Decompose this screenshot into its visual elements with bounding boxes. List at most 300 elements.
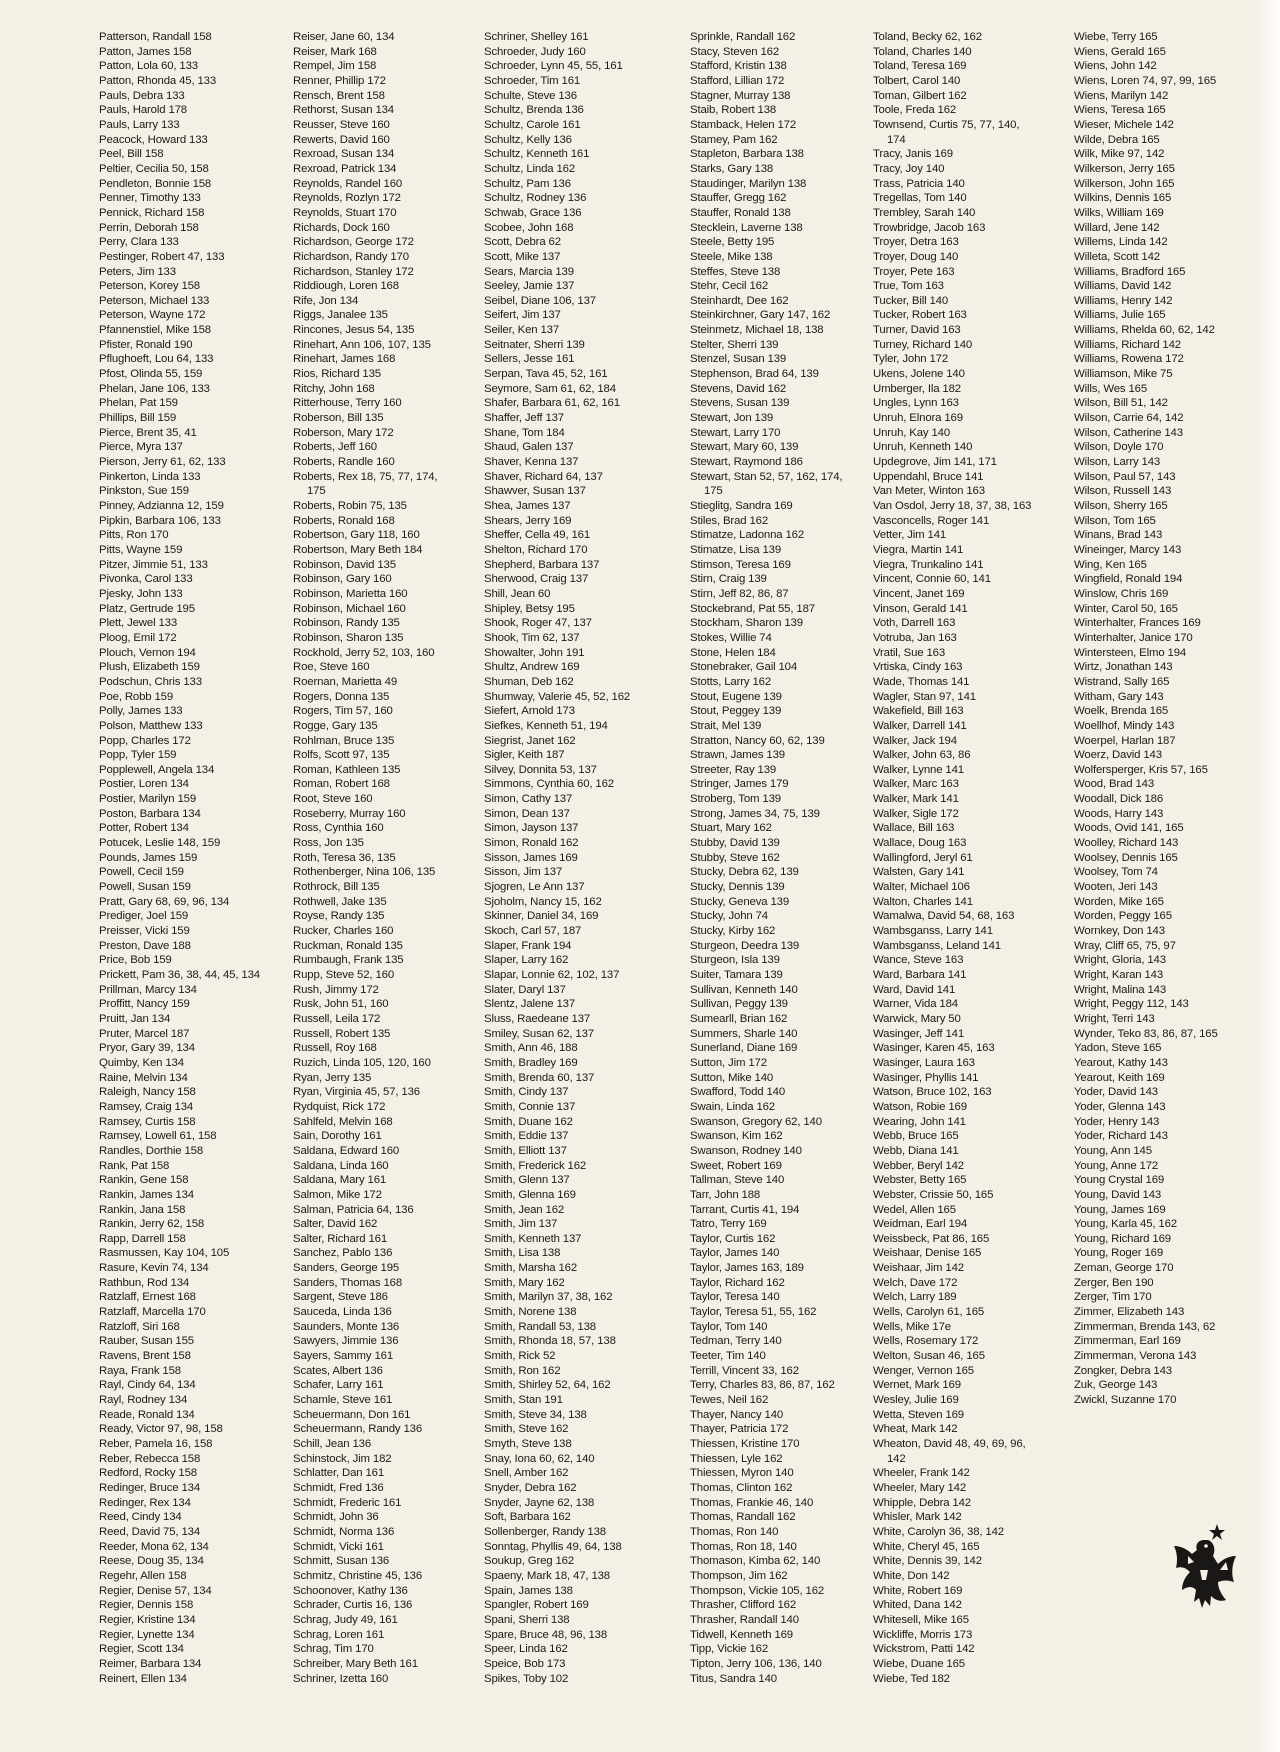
index-entry: Simon, Jayson 137: [484, 822, 579, 835]
index-entry: Smith, Randall 53, 138: [484, 1320, 596, 1333]
index-entry: Stubby, David 139: [690, 837, 780, 850]
index-entry: Sumearll, Brian 162: [690, 1012, 788, 1025]
index-entry: Stotts, Larry 162: [690, 675, 772, 688]
index-entry: Tregellas, Tom 140: [873, 192, 967, 205]
index-entry: Regier, Kristine 134: [99, 1613, 196, 1626]
index-entry: Reber, Pamela 16, 158: [99, 1438, 213, 1450]
index-entry: Williams, Julie 165: [1074, 309, 1166, 322]
index-entry: Pruter, Marcel 187: [99, 1027, 190, 1040]
index-entry: Sonntag, Phyllis 49, 64, 138: [484, 1540, 622, 1553]
index-entry: Wasinger, Karen 45, 163: [873, 1042, 995, 1055]
index-entry: Wells, Carolyn 61, 165: [873, 1306, 985, 1319]
index-entry: Platz, Gertrude 195: [99, 602, 195, 615]
index-entry: Rapp, Darrell 158: [99, 1232, 186, 1245]
index-entry: Pitts, Wayne 159: [99, 543, 183, 556]
index-entry: Soft, Barbara 162: [484, 1511, 571, 1524]
index-entry: Spaeny, Mark 18, 47, 138: [484, 1569, 610, 1582]
index-entry: Root, Steve 160: [293, 793, 373, 806]
index-entry: Wingfield, Ronald 194: [1074, 573, 1183, 586]
index-entry: Smith, Frederick 162: [484, 1159, 587, 1172]
index-entry: Wynder, Teko 83, 86, 87, 165: [1074, 1027, 1218, 1040]
index-entry: Wance, Steve 163: [873, 954, 964, 967]
index-entry: Ratzlaff, Ernest 168: [99, 1291, 196, 1304]
index-entry: Sollenberger, Randy 138: [484, 1525, 606, 1538]
index-entry: Wiens, Gerald 165: [1074, 45, 1166, 58]
index-entry: Rusk, John 51, 160: [293, 998, 389, 1011]
index-entry: Schafer, Larry 161: [293, 1379, 384, 1392]
index-entry: Smith, Glenna 169: [484, 1188, 576, 1201]
index-entry: Stucky, Kirby 162: [690, 925, 776, 938]
index-entry: Steinmetz, Michael 18, 138: [690, 324, 824, 337]
index-entry: Perry, Clara 133: [99, 236, 179, 249]
index-entry: Spikes, Toby 102: [484, 1672, 569, 1685]
index-entry: Webster, Betty 165: [873, 1174, 967, 1187]
index-entry: Sellers, Jesse 161: [484, 353, 575, 366]
index-entry: Richardson, George 172: [293, 236, 414, 249]
index-entry: Rockhold, Jerry 52, 103, 160: [293, 646, 435, 659]
index-entry: Wheaton, David 48, 49, 69, 96,: [873, 1438, 1026, 1450]
index-entry: Webb, Bruce 165: [873, 1130, 959, 1143]
index-entry: Toland, Charles 140: [873, 45, 972, 58]
index-entry: Whitesell, Mike 165: [873, 1613, 969, 1626]
index-entry: Wernet, Mark 169: [873, 1379, 961, 1392]
index-entry: Speer, Linda 162: [484, 1643, 568, 1656]
index-entry: Unruh, Kenneth 140: [873, 441, 973, 454]
index-entry: Rank, Pat 158: [99, 1159, 170, 1172]
index-entry: Welton, Susan 46, 165: [873, 1350, 985, 1363]
index-entry: Salmon, Mike 172: [293, 1188, 382, 1201]
index-entry: Shea, James 137: [484, 500, 571, 512]
index-entry: Worden, Peggy 165: [1074, 910, 1172, 923]
index-entry: Schultz, Kelly 136: [484, 133, 572, 146]
index-entry: Roe, Steve 160: [293, 661, 370, 674]
index-entry: Warwick, Mary 50: [873, 1012, 961, 1025]
index-entry: Watson, Bruce 102, 163: [873, 1086, 992, 1099]
index-entry: Ukens, Jolene 140: [873, 368, 965, 381]
index-entry: Ryan, Virginia 45, 57, 136: [293, 1086, 420, 1099]
index-entry: Scheuermann, Don 161: [293, 1408, 411, 1421]
index-entry: Yearout, Keith 169: [1074, 1071, 1165, 1084]
index-entry: Thomas, Randall 162: [690, 1511, 796, 1524]
index-entry: Stehr, Cecil 162: [690, 280, 769, 293]
index-entry: Rush, Jimmy 172: [293, 983, 379, 996]
index-entry: Robinson, Marietta 160: [293, 587, 408, 600]
index-entry: Pierce, Myra 137: [99, 441, 183, 454]
index-entry: Tucker, Robert 163: [873, 309, 967, 322]
index-entry: Wheat, Mark 142: [873, 1423, 958, 1436]
index-entry: Wallingford, Jeryl 61: [873, 851, 973, 864]
index-entry: Pipkin, Barbara 106, 133: [99, 514, 221, 527]
index-entry: Robinson, Sharon 135: [293, 631, 404, 644]
index-entry: Woodall, Dick 186: [1074, 793, 1164, 806]
index-entry: Rincones, Jesus 54, 135: [293, 324, 415, 337]
index-entry: Wasinger, Laura 163: [873, 1056, 975, 1069]
index-entry: Witham, Gary 143: [1074, 690, 1164, 703]
index-entry: Steinkirchner, Gary 147, 162: [690, 309, 831, 322]
index-entry: Russell, Roy 168: [293, 1042, 377, 1055]
index-entry: Wilson, Bill 51, 142: [1074, 397, 1168, 410]
index-entry: Stewart, Jon 139: [690, 412, 774, 425]
index-entry: Salter, David 162: [293, 1218, 378, 1231]
index-entry: Sjogren, Le Ann 137: [484, 881, 585, 894]
index-entry: Yoder, David 143: [1074, 1086, 1158, 1099]
index-entry: Phelan, Pat 159: [99, 397, 178, 410]
index-entry: Regier, Dennis 158: [99, 1599, 194, 1612]
index-entry: Rogers, Donna 135: [293, 690, 390, 703]
index-column-4: [690, 30, 842, 1686]
index-entry: Shaver, Richard 64, 137: [484, 470, 603, 483]
index-entry: Tewes, Neil 162: [690, 1394, 769, 1407]
index-entry: Ritterhouse, Terry 160: [293, 397, 402, 410]
index-entry: Rydquist, Rick 172: [293, 1100, 386, 1113]
index-entry: Patterson, Randall 158: [99, 31, 212, 43]
index-entry: Shultz, Andrew 169: [484, 661, 580, 674]
index-entry: Stewart, Mary 60, 139: [690, 441, 799, 454]
index-entry: Toland, Teresa 169: [873, 60, 967, 73]
index-entry: Wenger, Vernon 165: [873, 1364, 974, 1377]
index-entry: Unruh, Elnora 169: [873, 412, 963, 425]
index-entry: Wesley, Julie 169: [873, 1394, 959, 1407]
index-entry: Wilson, Paul 57, 143: [1074, 470, 1176, 483]
index-entry: Sprinkle, Randall 162: [690, 31, 796, 43]
index-entry: Zongker, Debra 143: [1074, 1364, 1172, 1377]
index-entry: Snay, Iona 60, 62, 140: [484, 1452, 595, 1465]
index-entry: Russell, Robert 135: [293, 1027, 391, 1040]
index-entry: Stapleton, Barbara 138: [690, 148, 804, 161]
index-entry: Sjoholm, Nancy 15, 162: [484, 895, 602, 908]
index-entry: Smith, Cindy 137: [484, 1086, 569, 1099]
index-entry: Stubby, Steve 162: [690, 851, 780, 864]
index-entry: Toland, Becky 62, 162: [873, 31, 982, 43]
index-entry: Smith, Rhonda 18, 57, 138: [484, 1335, 616, 1348]
index-entry: Regehr, Allen 158: [99, 1569, 187, 1582]
index-entry: Polly, James 133: [99, 705, 183, 718]
index-entry: Scott, Debra 62: [484, 236, 561, 249]
index-entry: Thiessen, Myron 140: [690, 1467, 794, 1480]
index-entry: Stimatze, Ladonna 162: [690, 529, 805, 542]
index-entry: Thomas, Clinton 162: [690, 1481, 793, 1494]
index-entry: Young, Karla 45, 162: [1074, 1218, 1177, 1231]
index-entry: Young, Richard 169: [1074, 1232, 1171, 1245]
index-entry: Stratton, Nancy 60, 62, 139: [690, 734, 825, 747]
index-entry: Plett, Jewel 133: [99, 617, 178, 630]
index-entry: Shaud, Galen 137: [484, 441, 574, 454]
index-entry: Stirn, Craig 139: [690, 573, 767, 586]
index-entry: Spani, Sherri 138: [484, 1613, 570, 1626]
index-entry: Yadon, Steve 165: [1074, 1042, 1162, 1055]
index-entry: Potucek, Leslie 148, 159: [99, 837, 221, 850]
index-entry: Ruckman, Ronald 135: [293, 939, 403, 952]
index-entry: Schmitz, Christine 45, 136: [293, 1569, 423, 1582]
index-entry: Sluss, Raedeane 137: [484, 1012, 591, 1025]
index-entry: Thomas, Frankie 46, 140: [690, 1496, 814, 1509]
index-entry: Redinger, Rex 134: [99, 1496, 191, 1509]
index-entry: Prickett, Pam 36, 38, 44, 45, 134: [99, 969, 260, 981]
index-entry: Shipley, Betsy 195: [484, 602, 575, 615]
index-entry: Swanson, Gregory 62, 140: [690, 1115, 822, 1128]
index-entry: Thompson, Vickie 105, 162: [690, 1584, 825, 1597]
index-column-1: [99, 30, 260, 1686]
index-entry: Schwab, Grace 136: [484, 206, 582, 219]
index-entry: Riddiough, Loren 168: [293, 280, 399, 293]
index-entry: Rexroad, Patrick 134: [293, 162, 397, 175]
index-entry: Thomason, Kimba 62, 140: [690, 1555, 821, 1568]
index-entry: Wright, Terri 143: [1074, 1012, 1155, 1025]
index-entry: Stone, Helen 184: [690, 646, 776, 659]
index-entry: Winterhalter, Frances 169: [1074, 617, 1201, 630]
index-entry: Williams, Rowena 172: [1074, 353, 1184, 366]
index-entry: Powell, Cecil 159: [99, 866, 184, 879]
index-entry: Reeder, Mona 62, 134: [99, 1540, 209, 1553]
index-entry: White, Don 142: [873, 1569, 950, 1582]
index-entry: Plouch, Vernon 194: [99, 646, 196, 659]
index-entry: Pauls, Debra 133: [99, 89, 185, 102]
index-entry: Yoder, Richard 143: [1074, 1130, 1168, 1143]
index-entry: Ward, Barbara 141: [873, 969, 967, 981]
index-entry: Roberts, Jeff 160: [293, 441, 377, 454]
index-entry: Stuart, Mary 162: [690, 822, 772, 835]
index-entry: Rauber, Susan 155: [99, 1335, 194, 1348]
index-entry: Rupp, Steve 52, 160: [293, 969, 395, 981]
index-entry: Tipton, Jerry 106, 136, 140: [690, 1657, 822, 1670]
index-entry: Smith, Bradley 169: [484, 1056, 578, 1069]
index-entry: Smith, Duane 162: [484, 1115, 573, 1128]
index-entry: Smith, Steve 34, 138: [484, 1408, 587, 1421]
index-entry: Wallace, Doug 163: [873, 837, 967, 850]
index-column-5: [873, 30, 1031, 1686]
index-entry: Wamalwa, David 54, 68, 163: [873, 910, 1015, 923]
index-entry: Steele, Betty 195: [690, 236, 775, 249]
index-entry: Perrin, Deborah 158: [99, 221, 199, 234]
index-entry: Wade, Thomas 141: [873, 675, 970, 688]
index-entry: Stout, Peggey 139: [690, 705, 782, 718]
index-entry: Riggs, Janalee 135: [293, 309, 388, 322]
index-entry: Tedman, Terry 140: [690, 1335, 782, 1348]
index-entry: Rasmussen, Kay 104, 105: [99, 1247, 230, 1260]
index-entry: Staudinger, Marilyn 138: [690, 177, 807, 190]
index-entry: Wiebe, Terry 165: [1074, 31, 1158, 43]
index-entry: Woods, Ovid 141, 165: [1074, 822, 1184, 835]
index-entry: Roberson, Bill 135: [293, 412, 384, 425]
index-entry: Stauffer, Gregg 162: [690, 192, 787, 205]
index-entry: Smith, Eddie 137: [484, 1130, 569, 1143]
index-entry: Seitnater, Sherri 139: [484, 338, 585, 351]
index-entry: Sigler, Keith 187: [484, 749, 565, 762]
index-entry: Rohlman, Bruce 135: [293, 734, 395, 747]
index-entry: Troyer, Detra 163: [873, 236, 959, 249]
index-entry: Plush, Elizabeth 159: [99, 661, 200, 674]
index-entry: Schroeder, Judy 160: [484, 45, 586, 58]
index-entry: Sweet, Robert 169: [690, 1159, 782, 1172]
index-entry: Williams, Rhelda 60, 62, 142: [1074, 324, 1215, 337]
index-entry: Vrtiska, Cindy 163: [873, 661, 963, 674]
index-entry: Wilks, William 169: [1074, 206, 1164, 219]
index-entry: Titus, Sandra 140: [690, 1672, 777, 1685]
index-entry: Trowbridge, Jacob 163: [873, 221, 986, 234]
index-entry: Smith, Marilyn 37, 38, 162: [484, 1291, 613, 1304]
index-entry: Price, Bob 159: [99, 954, 172, 967]
index-column-2: [293, 30, 437, 1686]
index-entry: Ramsey, Curtis 158: [99, 1115, 196, 1128]
index-entry: White, Robert 169: [873, 1584, 963, 1597]
index-entry: Thomas, Ron 140: [690, 1525, 779, 1538]
index-entry: Pierce, Brent 35, 41: [99, 426, 197, 439]
index-entry: Walker, Sigle 172: [873, 807, 959, 820]
index-entry: Walker, Mark 141: [873, 793, 959, 806]
index-entry: Wirtz, Jonathan 143: [1074, 661, 1173, 674]
index-entry: Spangler, Robert 169: [484, 1599, 589, 1612]
index-entry: Sisson, James 169: [484, 851, 578, 864]
index-entry: Rolfs, Scott 97, 135: [293, 749, 390, 762]
index-entry: Wilson, Larry 143: [1074, 456, 1161, 469]
index-entry: Schmidt, Fred 136: [293, 1481, 384, 1494]
index-entry: Smith, Ron 162: [484, 1364, 561, 1377]
index-entry: Patton, Rhonda 45, 133: [99, 74, 217, 87]
index-entry: Taylor, Curtis 162: [690, 1232, 776, 1245]
index-entry: Wasinger, Phyllis 141: [873, 1071, 979, 1084]
index-entry: Pennick, Richard 158: [99, 206, 205, 219]
index-entry: Serpan, Tava 45, 52, 161: [484, 368, 608, 381]
index-entry: Schultz, Pam 136: [484, 177, 571, 190]
index-entry: Weidman, Earl 194: [873, 1218, 968, 1231]
index-entry: Stringer, James 179: [690, 778, 789, 791]
index-entry: Zimmerman, Verona 143: [1074, 1350, 1197, 1363]
index-entry: Pendleton, Bonnie 158: [99, 177, 212, 190]
index-entry: Robertson, Gary 118, 160: [293, 529, 420, 542]
index-entry: Roberts, Ronald 168: [293, 514, 395, 527]
index-entry: Stimatze, Lisa 139: [690, 543, 782, 556]
index-entry: Willard, Jene 142: [1074, 221, 1160, 234]
index-entry: Taylor, Tom 140: [690, 1320, 768, 1333]
index-entry: Richards, Dock 160: [293, 221, 390, 234]
index-entry: Stewart, Stan 52, 57, 162, 174,: [690, 470, 843, 483]
index-entry: Smith, Stan 191: [484, 1394, 563, 1407]
index-entry: Schultz, Brenda 136: [484, 104, 584, 117]
index-entry: Woerpel, Harlan 187: [1074, 734, 1176, 747]
index-entry: Wilson, Doyle 170: [1074, 441, 1164, 454]
index-entry: Smith, Ann 46, 188: [484, 1042, 578, 1055]
index-entry: Rucker, Charles 160: [293, 925, 394, 938]
index-entry: Rempel, Jim 158: [293, 60, 377, 73]
page-edge-shadow: [1258, 0, 1280, 1752]
index-entry: Stewart, Raymond 186: [690, 456, 803, 469]
index-entry: Shepherd, Barbara 137: [484, 558, 600, 571]
index-entry: Schmidt, Norma 136: [293, 1525, 395, 1538]
index-entry: Taylor, Teresa 140: [690, 1291, 780, 1304]
index-entry: Smith, Kenneth 137: [484, 1232, 582, 1245]
index-entry: Strong, James 34, 75, 139: [690, 807, 820, 820]
index-entry: Tracy, Janis 169: [873, 148, 953, 161]
index-entry: Smith, Marsha 162: [484, 1262, 578, 1275]
index-entry: Young Crystal 169: [1074, 1174, 1165, 1187]
index-entry: Wickliffe, Morris 173: [873, 1628, 973, 1641]
index-entry: Reynolds, Stuart 170: [293, 206, 397, 219]
index-entry: Scobee, John 168: [484, 221, 574, 234]
index-entry: Taylor, Richard 162: [690, 1276, 785, 1289]
index-entry: Rogge, Gary 135: [293, 719, 378, 732]
index-entry: Tolbert, Carol 140: [873, 74, 961, 87]
index-entry: Roberson, Mary 172: [293, 426, 394, 439]
index-entry: Reiser, Jane 60, 134: [293, 31, 395, 43]
index-entry: Roberts, Randle 160: [293, 456, 395, 469]
index-entry: Stucky, Dennis 139: [690, 881, 785, 894]
index-entry: Wilkins, Dennis 165: [1074, 192, 1172, 205]
index-entry: Swanson, Kim 162: [690, 1130, 783, 1143]
index-entry: Tipp, Vickie 162: [690, 1643, 769, 1656]
index-entry: Webber, Beryl 142: [873, 1159, 964, 1172]
index-entry: Robinson, Michael 160: [293, 602, 406, 615]
index-entry: Viegra, Martin 141: [873, 543, 964, 556]
index-entry: Rankin, Jerry 62, 158: [99, 1218, 205, 1231]
index-entry: Shane, Tom 184: [484, 426, 565, 439]
index-entry: Pivonka, Carol 133: [99, 573, 193, 586]
index-entry: Regier, Denise 57, 134: [99, 1584, 212, 1597]
index-entry: Schultz, Kenneth 161: [484, 148, 590, 161]
index-entry: Turney, Richard 140: [873, 338, 973, 351]
index-entry: Stamey, Pam 162: [690, 133, 778, 146]
index-entry: Rensch, Brent 158: [293, 89, 385, 102]
index-entry: Podschun, Chris 133: [99, 675, 202, 688]
index-entry: Silvey, Donnita 53, 137: [484, 763, 597, 776]
index-entry: Postier, Loren 134: [99, 778, 189, 791]
index-entry: Roberts, Robin 75, 135: [293, 500, 407, 512]
index-entry: Schill, Jean 136: [293, 1438, 372, 1450]
index-entry: Summers, Sharle 140: [690, 1027, 798, 1040]
index-entry-continuation: 175: [307, 485, 326, 498]
index-entry: True, Tom 163: [873, 280, 944, 293]
index-entry: Shears, Jerry 169: [484, 514, 572, 527]
index-entry: Slapar, Lonnie 62, 102, 137: [484, 969, 620, 981]
index-entry: Scott, Mike 137: [484, 250, 561, 263]
index-entry: Pinkerton, Linda 133: [99, 470, 201, 483]
index-entry: Tracy, Joy 140: [873, 162, 945, 175]
index-entry: Siefkes, Kenneth 51, 194: [484, 719, 608, 732]
index-entry: Saldana, Linda 160: [293, 1159, 389, 1172]
index-entry: Vincent, Connie 60, 141: [873, 573, 991, 586]
index-entry: Royse, Randy 135: [293, 910, 385, 923]
index-entry: Shawver, Susan 137: [484, 485, 586, 498]
index-entry: Whipple, Debra 142: [873, 1496, 971, 1509]
index-entry: Stamback, Helen 172: [690, 118, 797, 131]
index-entry: Whisler, Mark 142: [873, 1511, 962, 1524]
index-entry: Pruitt, Jan 134: [99, 1012, 171, 1025]
index-entry: Zuk, George 143: [1074, 1379, 1158, 1392]
index-entry: Zeman, George 170: [1074, 1262, 1174, 1275]
index-entry: Polson, Matthew 133: [99, 719, 203, 732]
index-entry: Wilkerson, Jerry 165: [1074, 162, 1175, 175]
index-entry: Swain, Linda 162: [690, 1100, 775, 1113]
index-entry: Winterhalter, Janice 170: [1074, 631, 1193, 644]
index-entry: Poe, Robb 159: [99, 690, 174, 703]
index-entry: Rankin, James 134: [99, 1188, 194, 1201]
index-entry: Wheeler, Mary 142: [873, 1481, 967, 1494]
index-entry: Ritchy, John 168: [293, 382, 375, 395]
index-entry: Wolfersperger, Kris 57, 165: [1074, 763, 1208, 776]
index-entry: Roth, Teresa 36, 135: [293, 851, 396, 864]
index-entry: Pauls, Larry 133: [99, 118, 180, 131]
index-entry: Wallace, Bill 163: [873, 822, 955, 835]
index-entry: Sunerland, Diane 169: [690, 1042, 798, 1055]
index-entry: Zwickl, Suzanne 170: [1074, 1394, 1177, 1407]
index-entry: Toole, Freda 162: [873, 104, 957, 117]
index-entry: Ross, Jon 135: [293, 837, 364, 850]
index-entry: Reimer, Barbara 134: [99, 1657, 202, 1670]
index-entry: Pitts, Ron 170: [99, 529, 169, 542]
index-entry: Spare, Bruce 48, 96, 138: [484, 1628, 608, 1641]
index-entry: Tatro, Terry 169: [690, 1218, 767, 1231]
index-entry: Stockham, Sharon 139: [690, 617, 803, 630]
index-entry: Redinger, Bruce 134: [99, 1481, 201, 1494]
